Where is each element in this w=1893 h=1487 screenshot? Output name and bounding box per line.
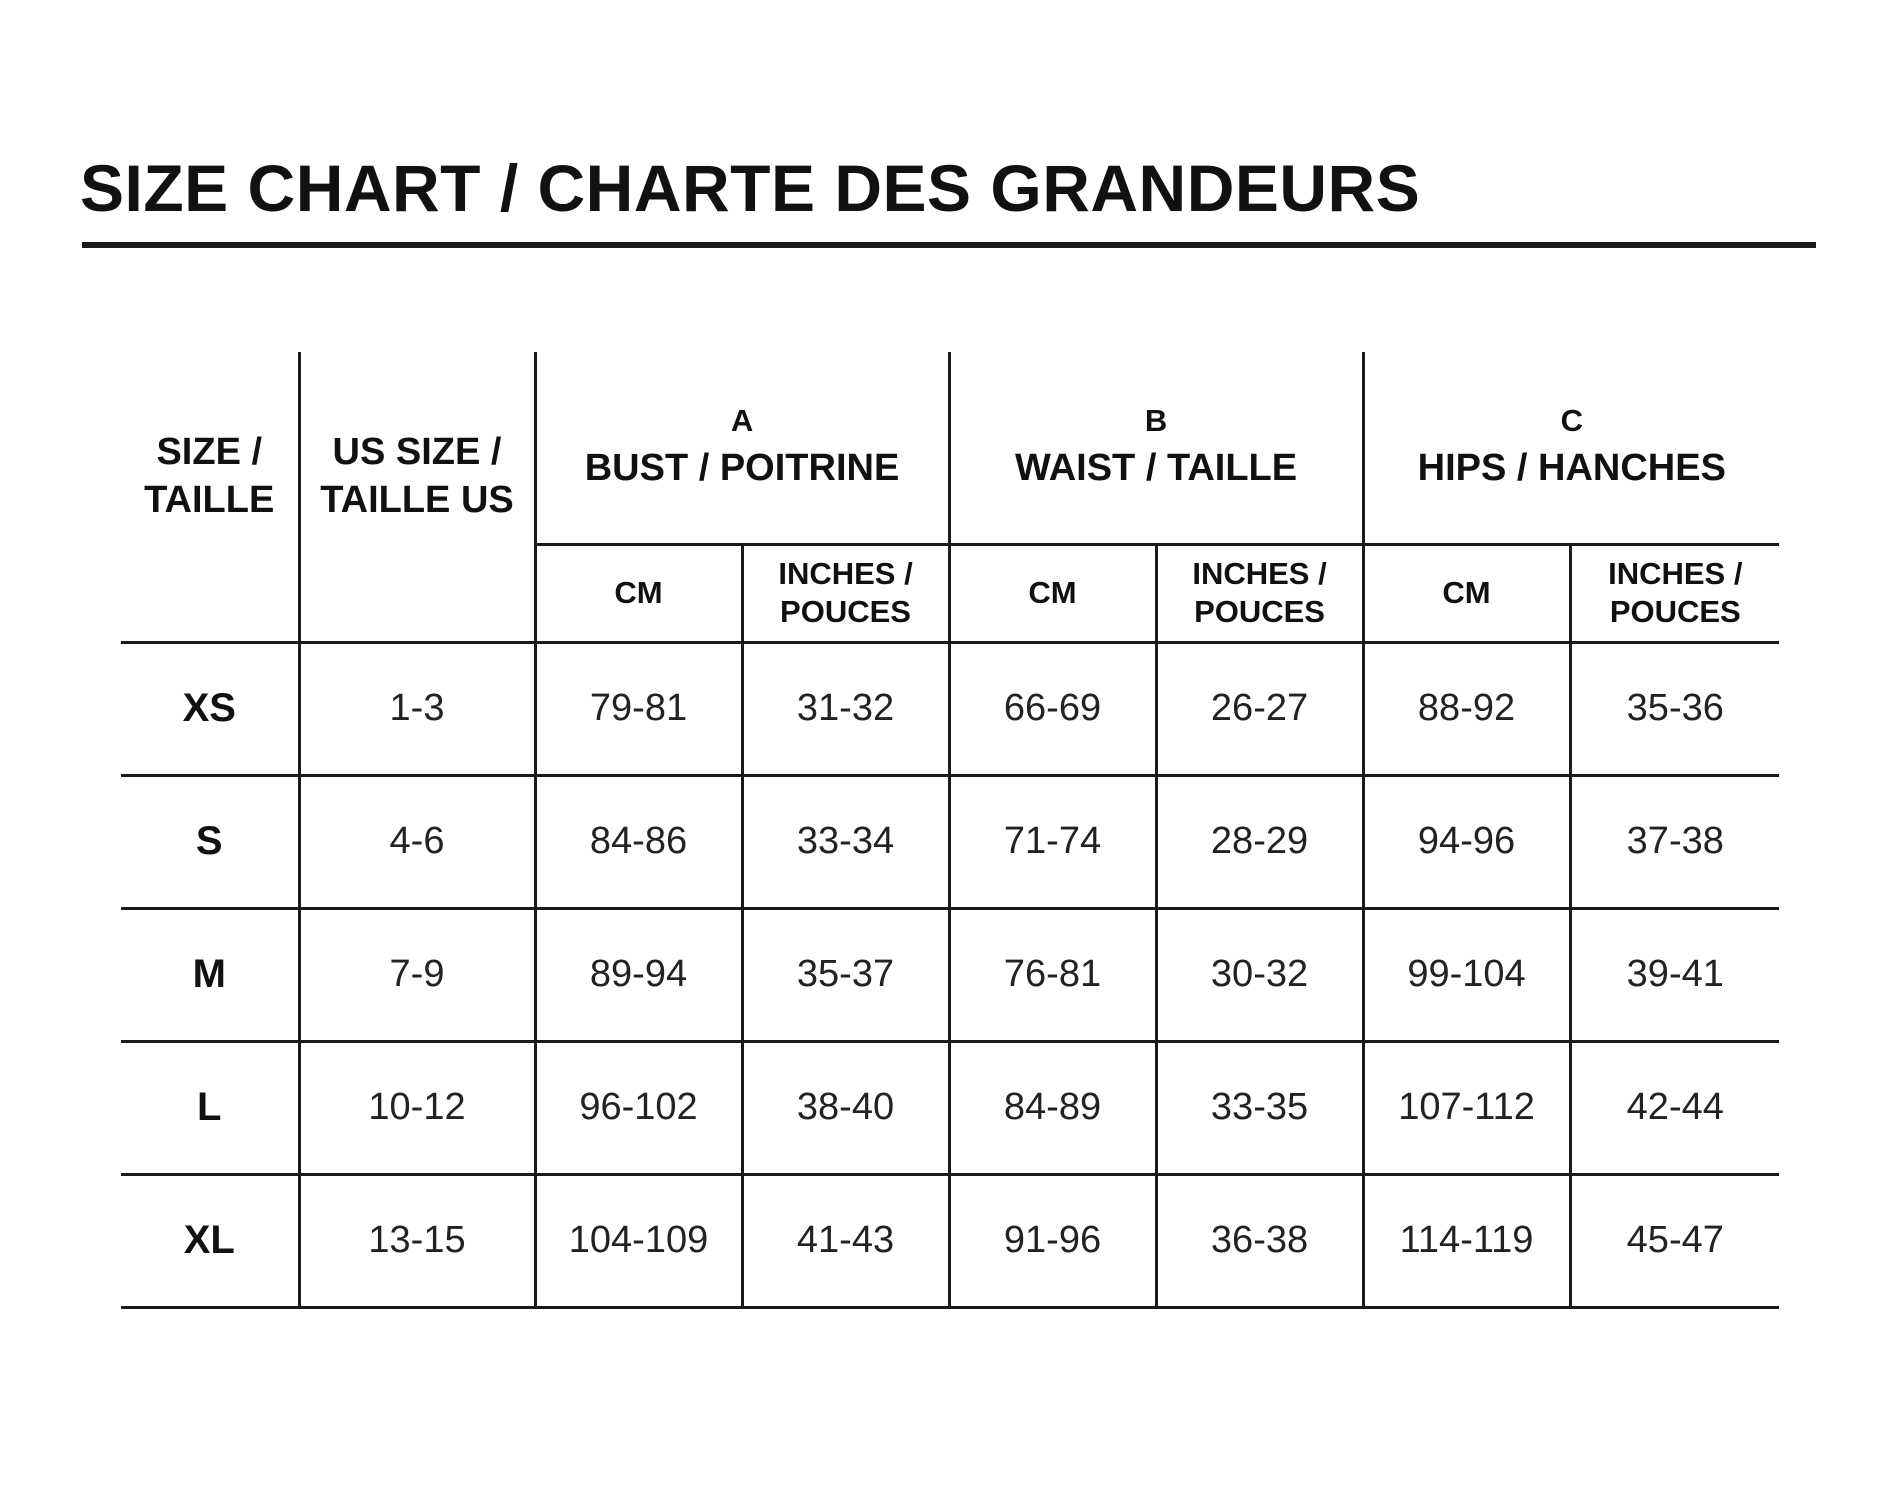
hips-cm-cell: 88-92: [1363, 642, 1570, 775]
table-row: [121, 775, 1779, 908]
table-row: [121, 642, 1779, 775]
group-letter: B: [1144, 403, 1168, 439]
header-size: [121, 352, 299, 642]
header-size-line2: TAILLE: [144, 479, 275, 522]
size-cell: M: [121, 908, 299, 1041]
hips-inches-cell: 39-41: [1570, 908, 1779, 1041]
header-us-size: [299, 352, 535, 642]
hips-inches-cell: 45-47: [1570, 1174, 1779, 1307]
header-group-hips: [1363, 352, 1779, 544]
size-cell: XL: [121, 1174, 299, 1307]
us-size-cell: 10-12: [299, 1041, 535, 1174]
waist-cm-cell: 71-74: [949, 775, 1156, 908]
title-divider: [82, 242, 1816, 248]
header-size-line1: SIZE /: [156, 431, 263, 474]
group-letter: C: [1560, 403, 1583, 439]
bust-inches-cell: 31-32: [742, 642, 949, 775]
waist-cm-cell: 66-69: [949, 642, 1156, 775]
header-bust-inches: INCHES / POUCES: [742, 544, 949, 642]
size-cell: S: [121, 775, 299, 908]
group-name: BUST / POITRINE: [584, 447, 900, 490]
bust-cm-cell: 84-86: [535, 775, 742, 908]
hips-cm-cell: 114-119: [1363, 1174, 1570, 1307]
table-row: [121, 1041, 1779, 1174]
hips-cm-cell: 107-112: [1363, 1041, 1570, 1174]
header-us-size-line2: TAILLE US: [320, 479, 514, 522]
us-size-cell: 7-9: [299, 908, 535, 1041]
waist-inches-cell: 28-29: [1156, 775, 1363, 908]
bust-inches-cell: 33-34: [742, 775, 949, 908]
group-letter: A: [730, 403, 754, 439]
header-bust-cm: CM: [535, 544, 742, 642]
bust-cm-cell: 89-94: [535, 908, 742, 1041]
waist-cm-cell: 76-81: [949, 908, 1156, 1041]
bust-inches-cell: 35-37: [742, 908, 949, 1041]
header-group-bust: [535, 352, 949, 544]
group-name: HIPS / HANCHES: [1417, 447, 1726, 490]
header-row-groups: [121, 352, 1779, 544]
bust-cm-cell: 79-81: [535, 642, 742, 775]
waist-cm-cell: 84-89: [949, 1041, 1156, 1174]
waist-inches-cell: 26-27: [1156, 642, 1363, 775]
table-row: [121, 908, 1779, 1041]
hips-inches-cell: 37-38: [1570, 775, 1779, 908]
waist-inches-cell: 33-35: [1156, 1041, 1363, 1174]
hips-cm-cell: 99-104: [1363, 908, 1570, 1041]
page-title: SIZE CHART / CHARTE DES GRANDEURS: [80, 151, 1421, 225]
us-size-cell: 4-6: [299, 775, 535, 908]
table-row: [121, 1174, 1779, 1307]
waist-inches-cell: 30-32: [1156, 908, 1363, 1041]
size-cell: L: [121, 1041, 299, 1174]
header-waist-cm: CM: [949, 544, 1156, 642]
size-chart-table: [121, 352, 1779, 1309]
size-cell: XS: [121, 642, 299, 775]
hips-inches-cell: 35-36: [1570, 642, 1779, 775]
bust-cm-cell: 96-102: [535, 1041, 742, 1174]
us-size-cell: 1-3: [299, 642, 535, 775]
bust-inches-cell: 41-43: [742, 1174, 949, 1307]
bust-inches-cell: 38-40: [742, 1041, 949, 1174]
header-group-waist: [949, 352, 1363, 544]
group-name: WAIST / TAILLE: [1014, 447, 1298, 490]
header-hips-cm: CM: [1363, 544, 1570, 642]
header-waist-inches: INCHES / POUCES: [1156, 544, 1363, 642]
us-size-cell: 13-15: [299, 1174, 535, 1307]
waist-cm-cell: 91-96: [949, 1174, 1156, 1307]
waist-inches-cell: 36-38: [1156, 1174, 1363, 1307]
hips-inches-cell: 42-44: [1570, 1041, 1779, 1174]
header-us-size-line1: US SIZE /: [332, 431, 502, 474]
header-hips-inches: INCHES / POUCES: [1570, 544, 1779, 642]
bust-cm-cell: 104-109: [535, 1174, 742, 1307]
hips-cm-cell: 94-96: [1363, 775, 1570, 908]
